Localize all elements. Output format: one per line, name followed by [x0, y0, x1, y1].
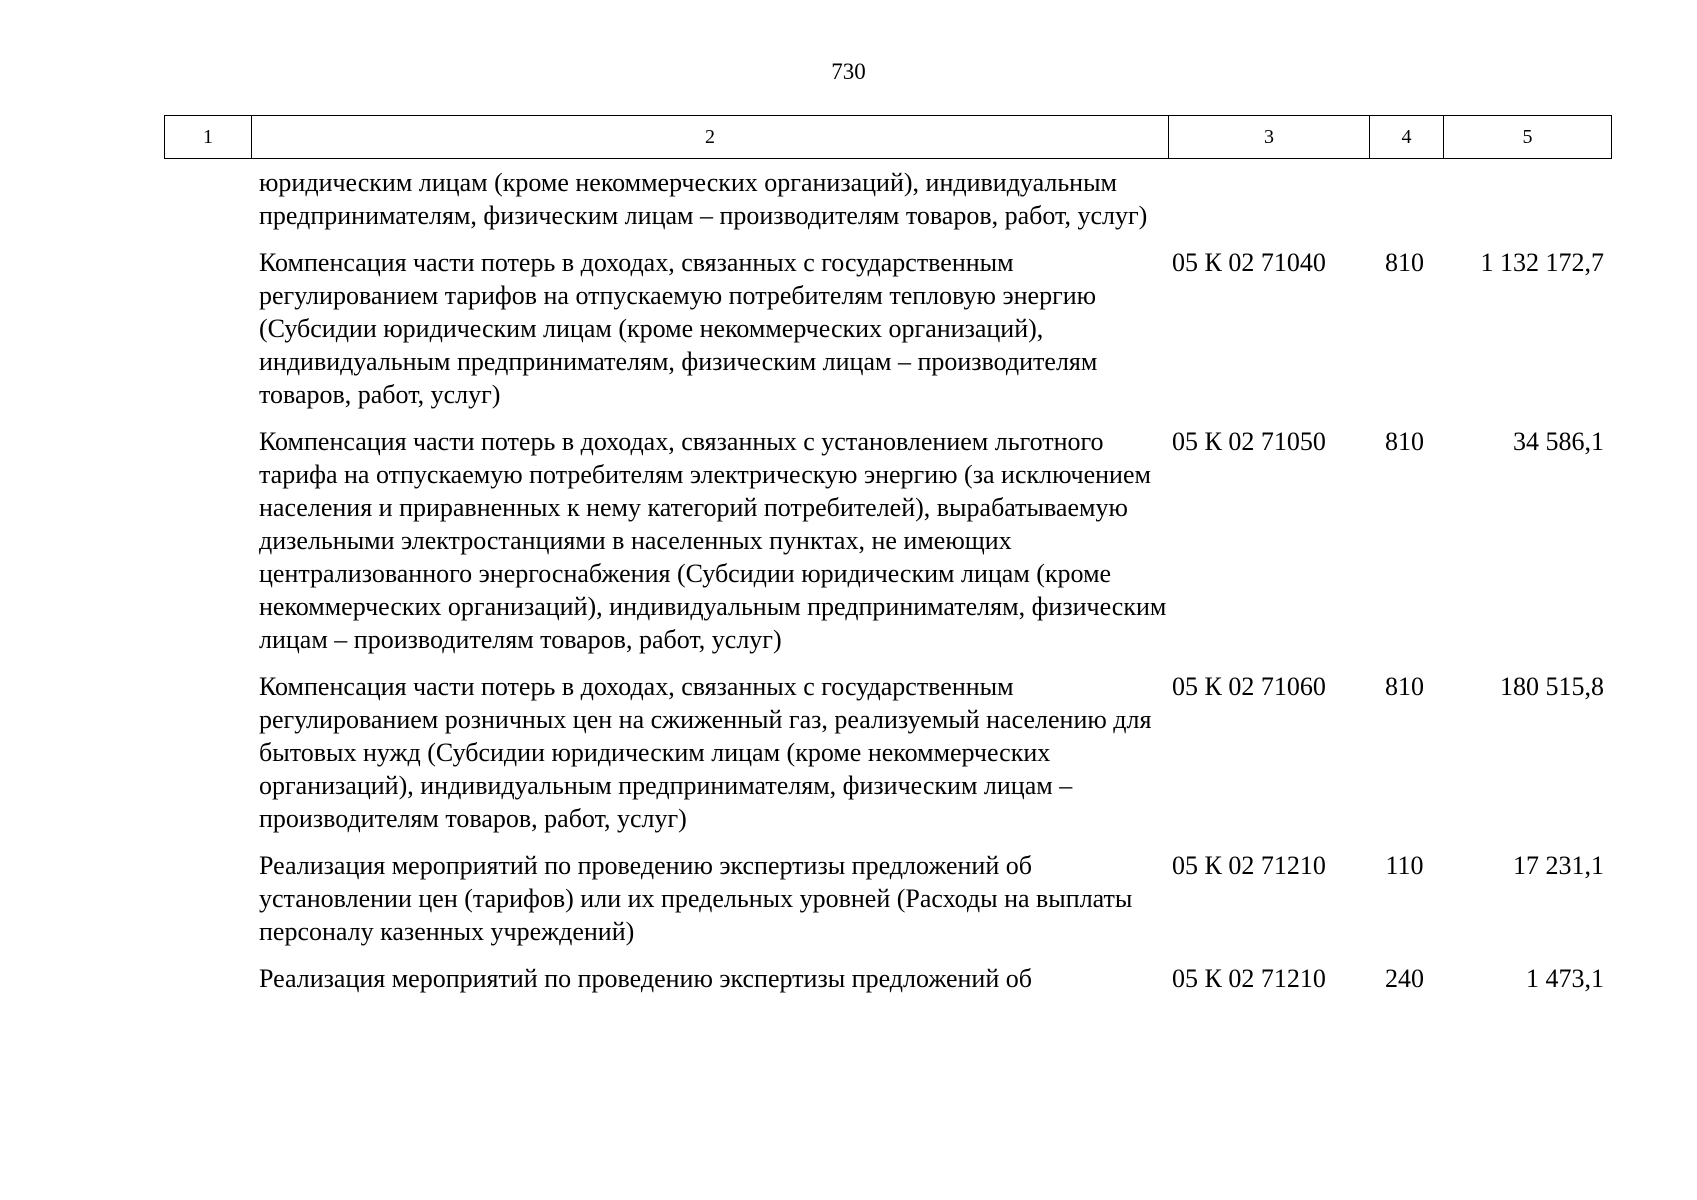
row-description: юридическим лицам (кроме некоммерческих организаций), индивидуальным предпринимателям, физическим лицам – производителям товаров, работ, услуг): [259, 168, 1148, 230]
header-col-4: 4: [1369, 116, 1443, 158]
row-amount: [1437, 166, 1612, 232]
table-header: [164, 115, 1612, 159]
row-amount: 1 473,1: [1526, 964, 1604, 993]
row-code: 05 К 02 71050: [1172, 427, 1326, 456]
row-amount: 1 132 172,7: [1480, 248, 1604, 277]
page-number: 730: [831, 59, 866, 84]
row-code: 05 К 02 71060: [1172, 672, 1326, 701]
row-amount: 34 586,1: [1513, 427, 1604, 456]
header-col-1: 1: [203, 125, 213, 148]
row-description: Реализация мероприятий по проведению экспертизы предложений об: [259, 964, 1032, 993]
row-expense-type: 810: [1385, 248, 1424, 277]
row-description: Компенсация части потерь в доходах, связанных с установлением льготного тарифа на отпускаемую потребителям электрическую энергию (за исключением населения и приравненных к нему категорий потребителей), вырабатываемую дизельными электростанциями в населенных пунктах, не имеющих централизованного энергоснабжения (Субсидии юридическим лицам (кроме некоммерческих организаций), индивидуальным предпринимателям, физическим лицам – производителям товаров, работ, услуг): [259, 427, 1167, 654]
row-amount: 17 231,1: [1513, 851, 1604, 880]
row-expense-type: 810: [1385, 672, 1424, 701]
row-expense-type: [1372, 166, 1437, 232]
table-row: [164, 849, 1612, 948]
row-description: Компенсация части потерь в доходах, связанных с государственным регулированием тарифов на отпускаемую потребителям тепловую энергию (Субсидии юридическим лицам (кроме некоммерческих организаций), индивидуальным предпринимателям, физическим лицам – производителям товаров, работ, услуг): [259, 248, 1098, 409]
table-row: [164, 670, 1612, 835]
table-row: [164, 166, 1612, 232]
header-col-3: 3: [1168, 116, 1369, 158]
table-row: [164, 962, 1612, 995]
row-code: 05 К 02 71210: [1172, 964, 1326, 993]
table-row: [164, 246, 1612, 411]
header-col-2: 2: [251, 116, 1168, 158]
row-expense-type: 110: [1385, 851, 1424, 880]
header-col-5: 5: [1443, 116, 1611, 158]
row-description: Реализация мероприятий по проведению экспертизы предложений об установлении цен (тарифов) или их предельных уровней (Расходы на выплаты персоналу казенных учреждений): [259, 851, 1133, 946]
row-code: [1172, 166, 1372, 232]
table-row: [164, 425, 1612, 656]
table-body: [164, 166, 1612, 995]
row-expense-type: 810: [1385, 427, 1424, 456]
row-description: Компенсация части потерь в доходах, связанных с государственным регулированием розничных цен на сжиженный газ, реализуемый населению для бытовых нужд (Субсидии юридическим лицам (кроме некоммерческих организаций), индивидуальным предпринимателям, физическим лицам – производителям товаров, работ, услуг): [259, 672, 1152, 833]
row-amount: 180 515,8: [1500, 672, 1604, 701]
row-code: 05 К 02 71040: [1172, 248, 1326, 277]
row-expense-type: 240: [1385, 964, 1424, 993]
row-code: 05 К 02 71210: [1172, 851, 1326, 880]
